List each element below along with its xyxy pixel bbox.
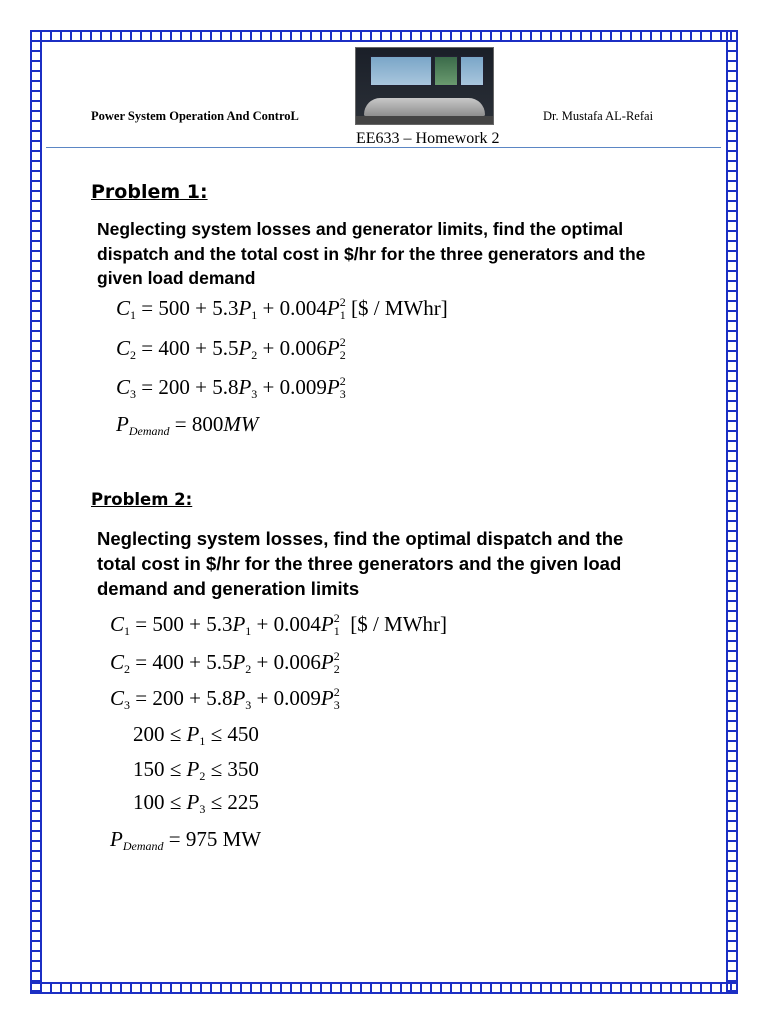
control-room-screen [370,56,432,86]
instructor-name: Dr. Mustafa AL-Refai [543,109,654,123]
header-divider [46,147,721,148]
page-border-left [30,30,42,994]
p2-cost-equation-1: $C_1 = 500 + 5.3P_1 + 0.004P_1^2$ [$ / MWhr] [110,611,448,638]
control-room-screen [460,56,484,86]
course-name: Power System Operation And ControL [91,109,299,123]
p1-cost-equation-2: $C_2 = 400 + 5.5P_2 + 0.006P_2^2$ [116,335,346,362]
page-border-right [726,30,738,994]
control-room-floor [356,116,493,124]
p2-cost-equation-2: $C_2 = 400 + 5.5P_2 + 0.006P_2^2$ [110,649,340,676]
p2-demand-equation: $P_{Demand} = 975$ MW [110,827,262,853]
p2-limit-p2: $150 \le P_2 \le 350$ [133,757,259,783]
control-room-screen [434,56,458,86]
p1-cost-equation-1: $C_1 = 500 + 5.3P_1 + 0.004P_1^2$ [$ / MWhr] [116,295,448,322]
p2-limit-p3: $100 \le P_3 \le 225$ [133,790,259,816]
control-room-desk [364,98,485,116]
problem-1-title: Problem 1: [91,181,208,203]
page-border-bottom [30,982,738,994]
control-room-image [355,47,494,125]
page-border-top [30,30,738,42]
p1-cost-equation-3: $C_3 = 200 + 5.8P_3 + 0.009P_3^2$ [116,374,346,401]
problem-1-statement: Neglecting system losses and generator limits, find the optimal dispatch and the total cost in $/hr for the three generators and the given load demand [97,219,646,288]
assignment-title: EE633 – Homework 2 [356,130,500,147]
p1-demand-equation: $P_{Demand} = 800MW$ [116,412,259,438]
p2-cost-equation-3: $C_3 = 200 + 5.8P_3 + 0.009P_3^2$ [110,685,340,712]
p2-limit-p1: $200 \le P_1 \le 450$ [133,722,259,748]
problem-2-statement: Neglecting system losses, find the optimal dispatch and the total cost in $/hr for the three generators and the given load demand and generation limits [97,528,624,599]
problem-2-title: Problem 2: [91,490,193,509]
